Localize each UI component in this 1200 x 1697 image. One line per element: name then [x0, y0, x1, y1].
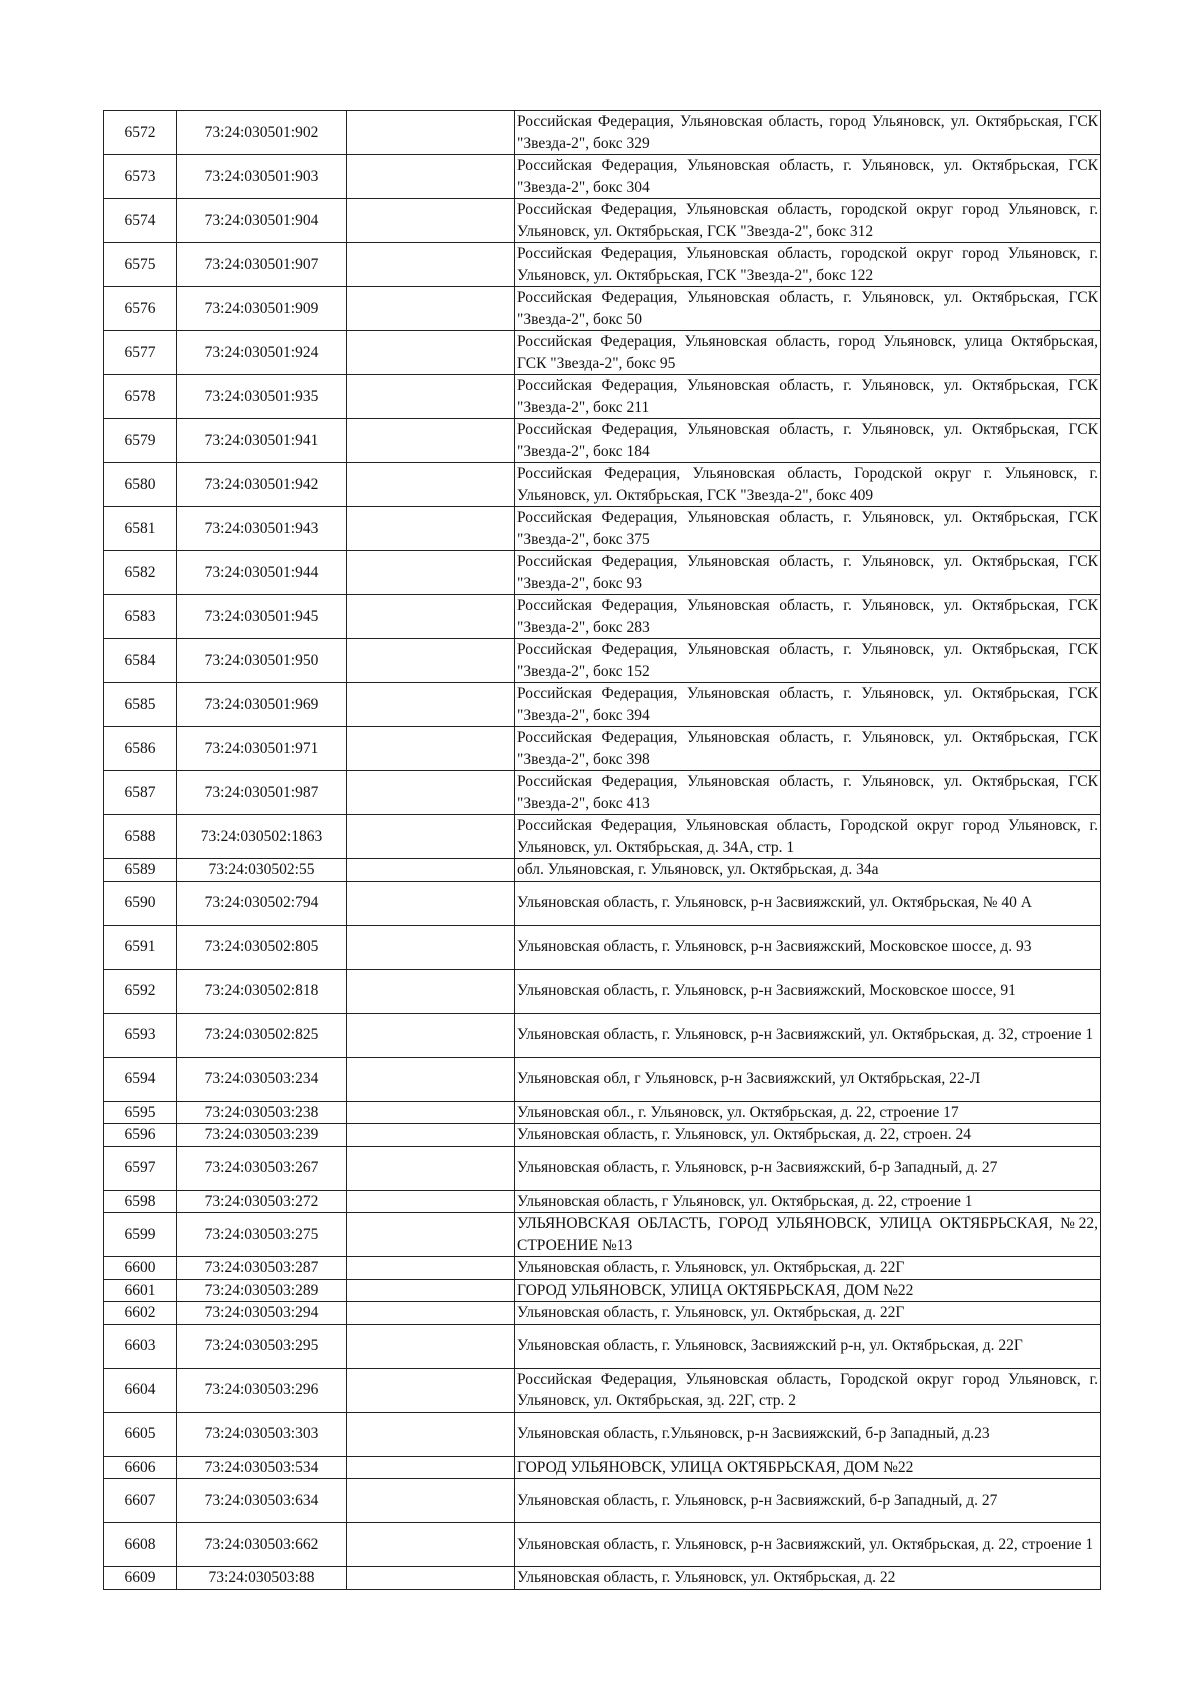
empty-cell	[347, 969, 515, 1013]
address-cell: Российская Федерация, Ульяновская область, Городской округ город Ульяновск, г. Ульяновск, ул. Октябрьская, д. 34А, стр. 1	[515, 815, 1101, 859]
empty-cell	[347, 287, 515, 331]
empty-cell	[347, 1479, 515, 1523]
row-number-cell: 6599	[104, 1213, 177, 1257]
row-number-cell: 6580	[104, 463, 177, 507]
empty-cell	[347, 1324, 515, 1368]
address-cell: Ульяновская область, г. Ульяновск, Засвияжский р-н, ул. Октябрьская, д. 22Г	[515, 1324, 1101, 1368]
table-row	[104, 507, 1101, 551]
row-number-cell: 6578	[104, 375, 177, 419]
row-number-cell: 6577	[104, 331, 177, 375]
cadastral-number-cell: 73:24:030502:794	[177, 881, 347, 925]
empty-cell	[347, 1567, 515, 1590]
table-row	[104, 463, 1101, 507]
empty-cell	[347, 331, 515, 375]
address-cell: ГОРОД УЛЬЯНОВСК, УЛИЦА ОКТЯБРЬСКАЯ, ДОМ №22	[515, 1456, 1101, 1479]
table-row	[104, 727, 1101, 771]
row-number-cell: 6596	[104, 1124, 177, 1147]
cadastral-number-cell: 73:24:030501:942	[177, 463, 347, 507]
row-number-cell: 6593	[104, 1013, 177, 1057]
cadastral-number-cell: 73:24:030503:238	[177, 1101, 347, 1124]
table-row	[104, 881, 1101, 925]
empty-cell	[347, 639, 515, 683]
cadastral-number-cell: 73:24:030503:662	[177, 1523, 347, 1567]
row-number-cell: 6601	[104, 1279, 177, 1302]
table-row	[104, 1523, 1101, 1567]
empty-cell	[347, 1213, 515, 1257]
address-cell: Ульяновская область, г. Ульяновск, р-н Засвияжский, ул. Октябрьская, № 40 А	[515, 881, 1101, 925]
cadastral-number-cell: 73:24:030503:275	[177, 1213, 347, 1257]
empty-cell	[347, 1456, 515, 1479]
empty-cell	[347, 881, 515, 925]
table-row	[104, 111, 1101, 155]
address-cell: Ульяновская область, г. Ульяновск, р-н Засвияжский, б-р Западный, д. 27	[515, 1479, 1101, 1523]
address-cell: Российская Федерация, Ульяновская область, г. Ульяновск, ул. Октябрьская, ГСК "Звезда-2", бокс 50	[515, 287, 1101, 331]
table-row	[104, 419, 1101, 463]
cadastral-number-cell: 73:24:030503:234	[177, 1057, 347, 1101]
cadastral-number-cell: 73:24:030502:825	[177, 1013, 347, 1057]
empty-cell	[347, 1368, 515, 1412]
cadastral-number-cell: 73:24:030503:295	[177, 1324, 347, 1368]
empty-cell	[347, 1057, 515, 1101]
address-cell: Российская Федерация, Ульяновская область, г. Ульяновск, ул. Октябрьская, ГСК "Звезда-2", бокс 93	[515, 551, 1101, 595]
address-cell: Российская Федерация, Ульяновская область, г. Ульяновск, ул. Октябрьская, ГСК "Звезда-2", бокс 283	[515, 595, 1101, 639]
cadastral-number-cell: 73:24:030503:239	[177, 1124, 347, 1147]
cadastral-number-cell: 73:24:030502:1863	[177, 815, 347, 859]
row-number-cell: 6582	[104, 551, 177, 595]
table-row	[104, 243, 1101, 287]
address-cell: Российская Федерация, Ульяновская область, г. Ульяновск, ул. Октябрьская, ГСК "Звезда-2", бокс 394	[515, 683, 1101, 727]
row-number-cell: 6606	[104, 1456, 177, 1479]
row-number-cell: 6608	[104, 1523, 177, 1567]
table-row	[104, 1279, 1101, 1302]
row-number-cell: 6595	[104, 1101, 177, 1124]
table-row	[104, 331, 1101, 375]
row-number-cell: 6573	[104, 155, 177, 199]
row-number-cell: 6586	[104, 727, 177, 771]
cadastral-number-cell: 73:24:030501:904	[177, 199, 347, 243]
empty-cell	[347, 1101, 515, 1124]
address-cell: Российская Федерация, Ульяновская область, г. Ульяновск, ул. Октябрьская, ГСК "Звезда-2", бокс 304	[515, 155, 1101, 199]
cadastral-number-cell: 73:24:030502:818	[177, 969, 347, 1013]
empty-cell	[347, 1013, 515, 1057]
table-row	[104, 925, 1101, 969]
row-number-cell: 6572	[104, 111, 177, 155]
cadastral-number-cell: 73:24:030501:944	[177, 551, 347, 595]
row-number-cell: 6600	[104, 1257, 177, 1280]
table-row	[104, 551, 1101, 595]
cadastral-number-cell: 73:24:030503:88	[177, 1567, 347, 1590]
empty-cell	[347, 243, 515, 287]
empty-cell	[347, 859, 515, 882]
cadastral-number-cell: 73:24:030501:950	[177, 639, 347, 683]
address-cell: Российская Федерация, Ульяновская область, г. Ульяновск, ул. Октябрьская, ГСК "Звезда-2", бокс 184	[515, 419, 1101, 463]
table-row	[104, 1257, 1101, 1280]
table-row	[104, 1412, 1101, 1456]
empty-cell	[347, 771, 515, 815]
cadastral-number-cell: 73:24:030501:969	[177, 683, 347, 727]
table-row	[104, 1324, 1101, 1368]
table-row	[104, 287, 1101, 331]
address-cell: Российская Федерация, Ульяновская область, Городской округ город Ульяновск, г. Ульяновск, ул. Октябрьская, зд. 22Г, стр. 2	[515, 1368, 1101, 1412]
cadastral-number-cell: 73:24:030502:55	[177, 859, 347, 882]
row-number-cell: 6594	[104, 1057, 177, 1101]
empty-cell	[347, 1190, 515, 1213]
empty-cell	[347, 507, 515, 551]
cadastral-number-cell: 73:24:030503:634	[177, 1479, 347, 1523]
row-number-cell: 6609	[104, 1567, 177, 1590]
row-number-cell: 6579	[104, 419, 177, 463]
row-number-cell: 6575	[104, 243, 177, 287]
table-row	[104, 1146, 1101, 1190]
registry-table-body	[104, 111, 1101, 1590]
address-cell: Ульяновская область, г. Ульяновск, ул. Октябрьская, д. 22, строен. 24	[515, 1124, 1101, 1147]
row-number-cell: 6588	[104, 815, 177, 859]
row-number-cell: 6603	[104, 1324, 177, 1368]
table-row	[104, 1057, 1101, 1101]
address-cell: Российская Федерация, Ульяновская область, г. Ульяновск, ул. Октябрьская, ГСК "Звезда-2", бокс 375	[515, 507, 1101, 551]
empty-cell	[347, 463, 515, 507]
address-cell: ГОРОД УЛЬЯНОВСК, УЛИЦА ОКТЯБРЬСКАЯ, ДОМ №22	[515, 1279, 1101, 1302]
row-number-cell: 6591	[104, 925, 177, 969]
address-cell: УЛЬЯНОВСКАЯ ОБЛАСТЬ, ГОРОД УЛЬЯНОВСК, УЛИЦА ОКТЯБРЬСКАЯ, №22, СТРОЕНИЕ №13	[515, 1213, 1101, 1257]
address-cell: Российская Федерация, Ульяновская область, город Ульяновск, улица Октябрьская, ГСК "Звезда-2", бокс 95	[515, 331, 1101, 375]
empty-cell	[347, 1146, 515, 1190]
table-row	[104, 155, 1101, 199]
address-cell: Ульяновская область, г. Ульяновск, ул. Октябрьская, д. 22Г	[515, 1257, 1101, 1280]
address-cell: Ульяновская обл., г. Ульяновск, ул. Октябрьская, д. 22, строение 17	[515, 1101, 1101, 1124]
table-row	[104, 815, 1101, 859]
cadastral-number-cell: 73:24:030501:909	[177, 287, 347, 331]
cadastral-number-cell: 73:24:030503:303	[177, 1412, 347, 1456]
row-number-cell: 6576	[104, 287, 177, 331]
table-row	[104, 771, 1101, 815]
empty-cell	[347, 419, 515, 463]
row-number-cell: 6590	[104, 881, 177, 925]
cadastral-number-cell: 73:24:030501:903	[177, 155, 347, 199]
empty-cell	[347, 1412, 515, 1456]
cadastral-registry-table	[103, 110, 1101, 1590]
empty-cell	[347, 551, 515, 595]
empty-cell	[347, 1302, 515, 1325]
row-number-cell: 6592	[104, 969, 177, 1013]
address-cell: Российская Федерация, Ульяновская область, городской округ город Ульяновск, г. Ульяновск, ул. Октябрьская, ГСК "Звезда-2", бокс 312	[515, 199, 1101, 243]
address-cell: Ульяновская область, г.Ульяновск, р-н Засвияжский, б-р Западный, д.23	[515, 1412, 1101, 1456]
address-cell: Ульяновская область, г. Ульяновск, р-н Засвияжский, Московское шоссе, 91	[515, 969, 1101, 1013]
address-cell: Ульяновская область, г. Ульяновск, ул. Октябрьская, д. 22Г	[515, 1302, 1101, 1325]
empty-cell	[347, 155, 515, 199]
empty-cell	[347, 199, 515, 243]
row-number-cell: 6604	[104, 1368, 177, 1412]
row-number-cell: 6602	[104, 1302, 177, 1325]
empty-cell	[347, 925, 515, 969]
row-number-cell: 6585	[104, 683, 177, 727]
address-cell: Ульяновская область, г. Ульяновск, р-н Засвияжский, Московское шоссе, д. 93	[515, 925, 1101, 969]
cadastral-number-cell: 73:24:030501:945	[177, 595, 347, 639]
cadastral-number-cell: 73:24:030501:987	[177, 771, 347, 815]
address-cell: Российская Федерация, Ульяновская область, г. Ульяновск, ул. Октябрьская, ГСК "Звезда-2", бокс 398	[515, 727, 1101, 771]
row-number-cell: 6574	[104, 199, 177, 243]
table-row	[104, 969, 1101, 1013]
cadastral-number-cell: 73:24:030503:287	[177, 1257, 347, 1280]
address-cell: Ульяновская область, г. Ульяновск, ул. Октябрьская, д. 22	[515, 1567, 1101, 1590]
table-row	[104, 639, 1101, 683]
empty-cell	[347, 1257, 515, 1280]
table-row	[104, 1213, 1101, 1257]
table-row	[104, 375, 1101, 419]
empty-cell	[347, 375, 515, 419]
table-row	[104, 859, 1101, 882]
cadastral-number-cell: 73:24:030502:805	[177, 925, 347, 969]
empty-cell	[347, 595, 515, 639]
cadastral-number-cell: 73:24:030503:272	[177, 1190, 347, 1213]
cadastral-number-cell: 73:24:030501:924	[177, 331, 347, 375]
address-cell: Российская Федерация, Ульяновская область, г. Ульяновск, ул. Октябрьская, ГСК "Звезда-2", бокс 413	[515, 771, 1101, 815]
address-cell: Ульяновская область, г Ульяновск, ул. Октябрьская, д. 22, строение 1	[515, 1190, 1101, 1213]
table-row	[104, 199, 1101, 243]
address-cell: Российская Федерация, Ульяновская область, город Ульяновск, ул. Октябрьская, ГСК "Звезда-2", бокс 329	[515, 111, 1101, 155]
cadastral-number-cell: 73:24:030501:935	[177, 375, 347, 419]
table-row	[104, 1190, 1101, 1213]
cadastral-number-cell: 73:24:030503:294	[177, 1302, 347, 1325]
address-cell: Ульяновская область, г. Ульяновск, р-н Засвияжский, б-р Западный, д. 27	[515, 1146, 1101, 1190]
cadastral-number-cell: 73:24:030501:907	[177, 243, 347, 287]
table-row	[104, 1302, 1101, 1325]
row-number-cell: 6598	[104, 1190, 177, 1213]
address-cell: Российская Федерация, Ульяновская область, Городской округ г. Ульяновск, г. Ульяновск, ул. Октябрьская, ГСК "Звезда-2", бокс 409	[515, 463, 1101, 507]
table-row	[104, 595, 1101, 639]
table-row	[104, 683, 1101, 727]
row-number-cell: 6583	[104, 595, 177, 639]
table-row	[104, 1368, 1101, 1412]
cadastral-number-cell: 73:24:030501:971	[177, 727, 347, 771]
table-row	[104, 1456, 1101, 1479]
empty-cell	[347, 1279, 515, 1302]
table-row	[104, 1013, 1101, 1057]
table-row	[104, 1567, 1101, 1590]
row-number-cell: 6597	[104, 1146, 177, 1190]
address-cell: Ульяновская область, г. Ульяновск, р-н Засвияжский, ул. Октябрьская, д. 32, строение 1	[515, 1013, 1101, 1057]
empty-cell	[347, 1124, 515, 1147]
row-number-cell: 6581	[104, 507, 177, 551]
address-cell: Ульяновская обл, г Ульяновск, р-н Засвияжский, ул Октябрьская, 22-Л	[515, 1057, 1101, 1101]
empty-cell	[347, 1523, 515, 1567]
row-number-cell: 6607	[104, 1479, 177, 1523]
table-row	[104, 1124, 1101, 1147]
row-number-cell: 6589	[104, 859, 177, 882]
address-cell: Российская Федерация, Ульяновская область, городской округ город Ульяновск, г. Ульяновск, ул. Октябрьская, ГСК "Звезда-2", бокс 122	[515, 243, 1101, 287]
cadastral-number-cell: 73:24:030503:267	[177, 1146, 347, 1190]
row-number-cell: 6584	[104, 639, 177, 683]
empty-cell	[347, 815, 515, 859]
row-number-cell: 6587	[104, 771, 177, 815]
cadastral-number-cell: 73:24:030501:941	[177, 419, 347, 463]
empty-cell	[347, 111, 515, 155]
address-cell: Ульяновская область, г. Ульяновск, р-н Засвияжский, ул. Октябрьская, д. 22, строение 1	[515, 1523, 1101, 1567]
address-cell: Российская Федерация, Ульяновская область, г. Ульяновск, ул. Октябрьская, ГСК "Звезда-2", бокс 211	[515, 375, 1101, 419]
address-cell: обл. Ульяновская, г. Ульяновск, ул. Октябрьская, д. 34а	[515, 859, 1101, 882]
table-row	[104, 1101, 1101, 1124]
cadastral-number-cell: 73:24:030503:296	[177, 1368, 347, 1412]
address-cell: Российская Федерация, Ульяновская область, г. Ульяновск, ул. Октябрьская, ГСК "Звезда-2", бокс 152	[515, 639, 1101, 683]
empty-cell	[347, 727, 515, 771]
cadastral-number-cell: 73:24:030501:902	[177, 111, 347, 155]
cadastral-number-cell: 73:24:030501:943	[177, 507, 347, 551]
cadastral-number-cell: 73:24:030503:534	[177, 1456, 347, 1479]
cadastral-number-cell: 73:24:030503:289	[177, 1279, 347, 1302]
table-row	[104, 1479, 1101, 1523]
row-number-cell: 6605	[104, 1412, 177, 1456]
empty-cell	[347, 683, 515, 727]
